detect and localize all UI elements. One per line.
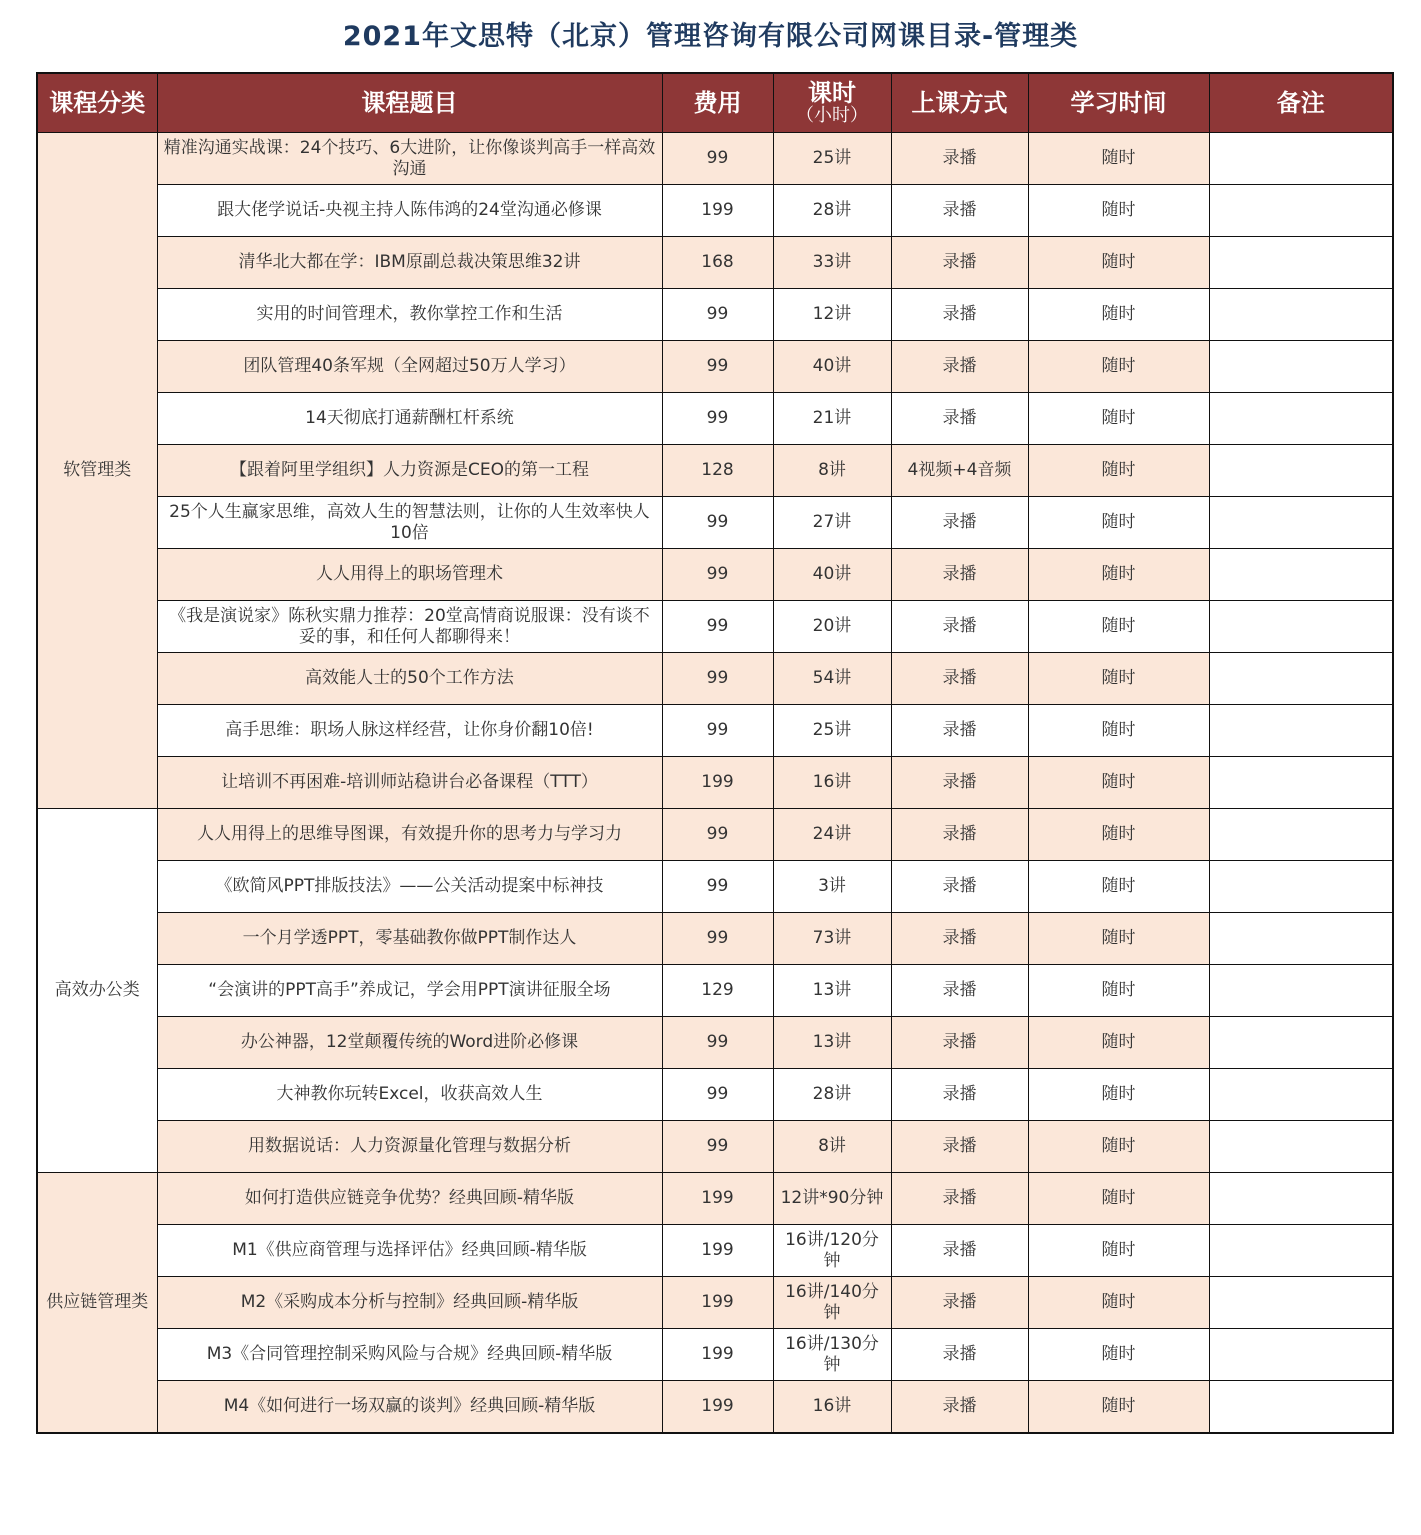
- course-cell: 如何打造供应链竞争优势？经典回顾-精华版: [157, 1173, 662, 1225]
- fee-cell: 99: [662, 601, 773, 653]
- method-cell: 录播: [891, 601, 1028, 653]
- method-cell: 4视频+4音频: [891, 445, 1028, 497]
- hours-cell: 20讲: [773, 601, 891, 653]
- method-cell: 录播: [891, 1225, 1028, 1277]
- hours-cell: 28讲: [773, 185, 891, 237]
- time-cell: 随时: [1028, 445, 1209, 497]
- course-cell: 人人用得上的思维导图课，有效提升你的思考力与学习力: [157, 809, 662, 861]
- method-cell: 录播: [891, 393, 1028, 445]
- fee-cell: 99: [662, 1069, 773, 1121]
- fee-cell: 99: [662, 1121, 773, 1173]
- method-cell: 录播: [891, 965, 1028, 1017]
- hours-cell: 13讲: [773, 1017, 891, 1069]
- header-hours-main: 课时: [808, 78, 856, 107]
- hours-cell: 25讲: [773, 133, 891, 185]
- hours-cell: 12讲: [773, 289, 891, 341]
- method-cell: 录播: [891, 1069, 1028, 1121]
- method-cell: 录播: [891, 757, 1028, 809]
- method-cell: 录播: [891, 497, 1028, 549]
- notes-cell: [1209, 1329, 1393, 1381]
- notes-cell: [1209, 185, 1393, 237]
- course-cell: 14天彻底打通薪酬杠杆系统: [157, 393, 662, 445]
- time-cell: 随时: [1028, 1017, 1209, 1069]
- course-cell: 高效能人士的50个工作方法: [157, 653, 662, 705]
- notes-cell: [1209, 1277, 1393, 1329]
- hours-cell: 54讲: [773, 653, 891, 705]
- notes-cell: [1209, 445, 1393, 497]
- method-cell: 录播: [891, 341, 1028, 393]
- notes-cell: [1209, 1173, 1393, 1225]
- notes-cell: [1209, 341, 1393, 393]
- category-cell: 供应链管理类: [37, 1173, 157, 1434]
- notes-cell: [1209, 237, 1393, 289]
- time-cell: 随时: [1028, 341, 1209, 393]
- course-catalog-table: [36, 72, 1394, 1434]
- course-cell: 精准沟通实战课：24个技巧、6大进阶，让你像谈判高手一样高效沟通: [157, 133, 662, 185]
- method-cell: 录播: [891, 1381, 1028, 1434]
- hours-cell: 8讲: [773, 1121, 891, 1173]
- hours-cell: 16讲: [773, 757, 891, 809]
- course-cell: 一个月学透PPT，零基础教你做PPT制作达人: [157, 913, 662, 965]
- time-cell: 随时: [1028, 1277, 1209, 1329]
- method-cell: 录播: [891, 861, 1028, 913]
- method-cell: 录播: [891, 809, 1028, 861]
- header-row: [37, 73, 1393, 133]
- hours-cell: 27讲: [773, 497, 891, 549]
- table-row: [37, 341, 1393, 393]
- time-cell: 随时: [1028, 1173, 1209, 1225]
- hours-cell: 21讲: [773, 393, 891, 445]
- time-cell: 随时: [1028, 237, 1209, 289]
- method-cell: 录播: [891, 653, 1028, 705]
- header-hours: [773, 73, 891, 133]
- table-row: [37, 549, 1393, 601]
- hours-cell: 73讲: [773, 913, 891, 965]
- category-cell: 软管理类: [37, 133, 157, 809]
- course-cell: M4《如何进行一场双赢的谈判》经典回顾-精华版: [157, 1381, 662, 1434]
- fee-cell: 99: [662, 861, 773, 913]
- fee-cell: 199: [662, 1381, 773, 1434]
- course-cell: 【跟着阿里学组织】人力资源是CEO的第一工程: [157, 445, 662, 497]
- table-row: [37, 1381, 1393, 1434]
- time-cell: 随时: [1028, 653, 1209, 705]
- course-cell: 团队管理40条军规（全网超过50万人学习）: [157, 341, 662, 393]
- fee-cell: 199: [662, 1173, 773, 1225]
- fee-cell: 168: [662, 237, 773, 289]
- course-cell: M1《供应商管理与选择评估》经典回顾-精华版: [157, 1225, 662, 1277]
- notes-cell: [1209, 809, 1393, 861]
- fee-cell: 99: [662, 133, 773, 185]
- notes-cell: [1209, 861, 1393, 913]
- course-cell: 25个人生赢家思维，高效人生的智慧法则，让你的人生效率快人10倍: [157, 497, 662, 549]
- table-row: [37, 133, 1393, 185]
- table-row: [37, 653, 1393, 705]
- method-cell: 录播: [891, 913, 1028, 965]
- time-cell: 随时: [1028, 1121, 1209, 1173]
- time-cell: 随时: [1028, 1329, 1209, 1381]
- course-cell: 用数据说话：人力资源量化管理与数据分析: [157, 1121, 662, 1173]
- hours-cell: 16讲: [773, 1381, 891, 1434]
- table-row: [37, 393, 1393, 445]
- fee-cell: 99: [662, 341, 773, 393]
- notes-cell: [1209, 289, 1393, 341]
- method-cell: 录播: [891, 1329, 1028, 1381]
- table-row: [37, 1329, 1393, 1381]
- method-cell: 录播: [891, 1173, 1028, 1225]
- table-row: [37, 809, 1393, 861]
- notes-cell: [1209, 1017, 1393, 1069]
- notes-cell: [1209, 497, 1393, 549]
- course-cell: M3《合同管理控制采购风险与合规》经典回顾-精华版: [157, 1329, 662, 1381]
- notes-cell: [1209, 1225, 1393, 1277]
- fee-cell: 129: [662, 965, 773, 1017]
- hours-cell: 40讲: [773, 549, 891, 601]
- time-cell: 随时: [1028, 913, 1209, 965]
- time-cell: 随时: [1028, 289, 1209, 341]
- table-row: [37, 1069, 1393, 1121]
- fee-cell: 99: [662, 809, 773, 861]
- course-cell: M2《采购成本分析与控制》经典回顾-精华版: [157, 1277, 662, 1329]
- course-cell: 实用的时间管理术，教你掌控工作和生活: [157, 289, 662, 341]
- course-cell: “会演讲的PPT高手”养成记，学会用PPT演讲征服全场: [157, 965, 662, 1017]
- method-cell: 录播: [891, 1277, 1028, 1329]
- method-cell: 录播: [891, 289, 1028, 341]
- page-title: 2021年文思特（北京）管理咨询有限公司网课目录-管理类: [342, 21, 1079, 52]
- time-cell: 随时: [1028, 549, 1209, 601]
- fee-cell: 99: [662, 705, 773, 757]
- table-row: [37, 289, 1393, 341]
- fee-cell: 199: [662, 1277, 773, 1329]
- method-cell: 录播: [891, 705, 1028, 757]
- time-cell: 随时: [1028, 393, 1209, 445]
- table-row: [37, 705, 1393, 757]
- hours-cell: 25讲: [773, 705, 891, 757]
- fee-cell: 199: [662, 1225, 773, 1277]
- table-row: [37, 1225, 1393, 1277]
- time-cell: 随时: [1028, 497, 1209, 549]
- course-cell: 办公神器，12堂颠覆传统的Word进阶必修课: [157, 1017, 662, 1069]
- notes-cell: [1209, 549, 1393, 601]
- table-row: [37, 1277, 1393, 1329]
- hours-cell: 12讲*90分钟: [773, 1173, 891, 1225]
- notes-cell: [1209, 1381, 1393, 1434]
- fee-cell: 199: [662, 757, 773, 809]
- notes-cell: [1209, 965, 1393, 1017]
- category-cell: 高效办公类: [37, 809, 157, 1173]
- fee-cell: 199: [662, 185, 773, 237]
- table-row: [37, 601, 1393, 653]
- fee-cell: 99: [662, 497, 773, 549]
- notes-cell: [1209, 133, 1393, 185]
- header-time: 学习时间: [1028, 73, 1209, 133]
- fee-cell: 99: [662, 549, 773, 601]
- fee-cell: 99: [662, 653, 773, 705]
- table-row: [37, 1017, 1393, 1069]
- time-cell: 随时: [1028, 133, 1209, 185]
- fee-cell: 99: [662, 913, 773, 965]
- header-category: 课程分类: [37, 73, 157, 133]
- time-cell: 随时: [1028, 809, 1209, 861]
- fee-cell: 128: [662, 445, 773, 497]
- course-cell: 《我是演说家》陈秋实鼎力推荐：20堂高情商说服课：没有谈不妥的事，和任何人都聊得来！: [157, 601, 662, 653]
- notes-cell: [1209, 757, 1393, 809]
- method-cell: 录播: [891, 237, 1028, 289]
- hours-cell: 24讲: [773, 809, 891, 861]
- header-method: 上课方式: [891, 73, 1028, 133]
- table-row: [37, 445, 1393, 497]
- header-fee: 费用: [662, 73, 773, 133]
- time-cell: 随时: [1028, 601, 1209, 653]
- time-cell: 随时: [1028, 757, 1209, 809]
- hours-cell: 13讲: [773, 965, 891, 1017]
- hours-cell: 16讲/130分钟: [773, 1329, 891, 1381]
- time-cell: 随时: [1028, 705, 1209, 757]
- notes-cell: [1209, 705, 1393, 757]
- table-row: [37, 913, 1393, 965]
- fee-cell: 99: [662, 289, 773, 341]
- course-cell: 大神教你玩转Excel，收获高效人生: [157, 1069, 662, 1121]
- course-cell: 《欧简风PPT排版技法》——公关活动提案中标神技: [157, 861, 662, 913]
- course-cell: 让培训不再困难-培训师站稳讲台必备课程（TTT）: [157, 757, 662, 809]
- time-cell: 随时: [1028, 185, 1209, 237]
- notes-cell: [1209, 1069, 1393, 1121]
- hours-cell: 16讲/120分钟: [773, 1225, 891, 1277]
- table-row: [37, 185, 1393, 237]
- table-row: [37, 757, 1393, 809]
- time-cell: 随时: [1028, 1069, 1209, 1121]
- hours-cell: 8讲: [773, 445, 891, 497]
- hours-cell: 28讲: [773, 1069, 891, 1121]
- course-cell: 高手思维：职场人脉这样经营，让你身价翻10倍!: [157, 705, 662, 757]
- hours-cell: 40讲: [773, 341, 891, 393]
- method-cell: 录播: [891, 1121, 1028, 1173]
- method-cell: 录播: [891, 1017, 1028, 1069]
- time-cell: 随时: [1028, 965, 1209, 1017]
- table-row: [37, 1173, 1393, 1225]
- hours-cell: 3讲: [773, 861, 891, 913]
- header-notes: 备注: [1209, 73, 1393, 133]
- header-course: 课程题目: [157, 73, 662, 133]
- notes-cell: [1209, 1121, 1393, 1173]
- time-cell: 随时: [1028, 1381, 1209, 1434]
- notes-cell: [1209, 393, 1393, 445]
- table-row: [37, 497, 1393, 549]
- time-cell: 随时: [1028, 861, 1209, 913]
- hours-cell: 33讲: [773, 237, 891, 289]
- course-cell: 清华北大都在学：IBM原副总裁决策思维32讲: [157, 237, 662, 289]
- fee-cell: 99: [662, 1017, 773, 1069]
- notes-cell: [1209, 601, 1393, 653]
- table-row: [37, 237, 1393, 289]
- table-row: [37, 965, 1393, 1017]
- fee-cell: 99: [662, 393, 773, 445]
- notes-cell: [1209, 653, 1393, 705]
- table-row: [37, 861, 1393, 913]
- fee-cell: 199: [662, 1329, 773, 1381]
- method-cell: 录播: [891, 133, 1028, 185]
- notes-cell: [1209, 913, 1393, 965]
- method-cell: 录播: [891, 549, 1028, 601]
- course-cell: 人人用得上的职场管理术: [157, 549, 662, 601]
- header-hours-sub: （小时）: [796, 105, 868, 127]
- table-body: [37, 133, 1393, 1434]
- time-cell: 随时: [1028, 1225, 1209, 1277]
- table-row: [37, 1121, 1393, 1173]
- hours-cell: 16讲/140分钟: [773, 1277, 891, 1329]
- method-cell: 录播: [891, 185, 1028, 237]
- course-cell: 跟大佬学说话-央视主持人陈伟鸿的24堂沟通必修课: [157, 185, 662, 237]
